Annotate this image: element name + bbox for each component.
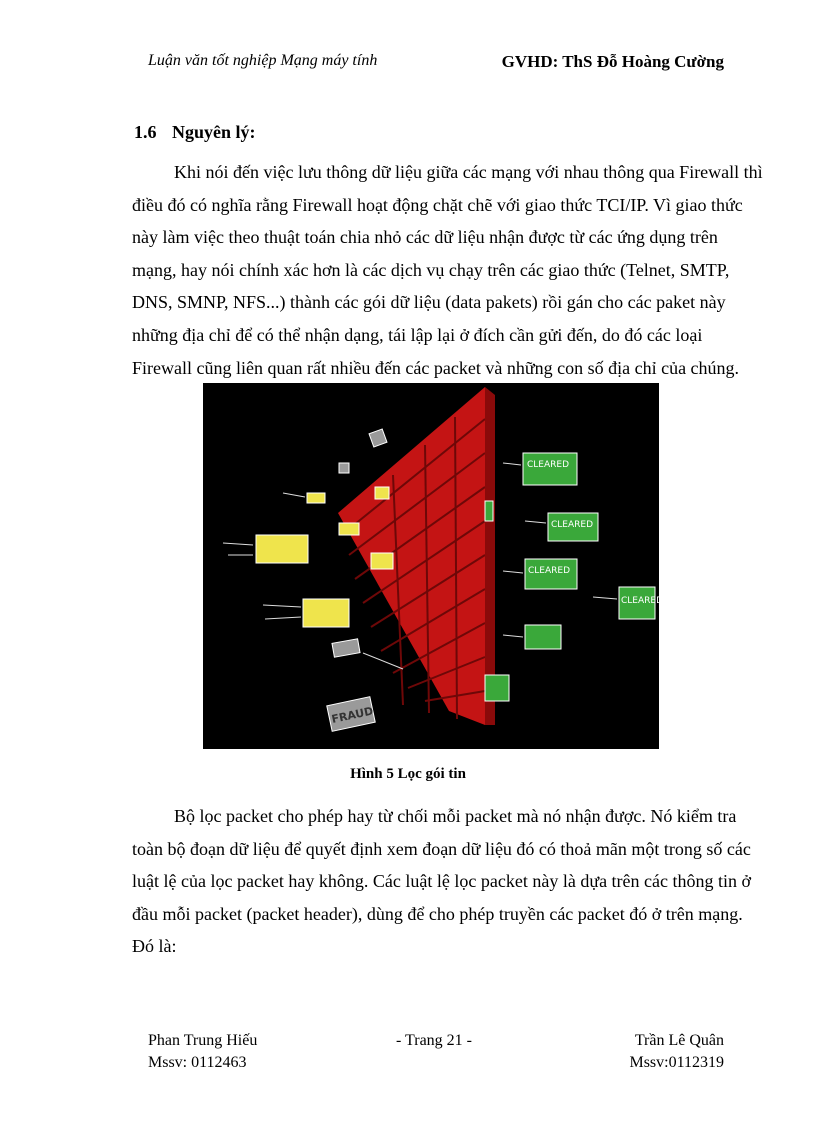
paragraph-line: Firewall cũng liên quan rất nhiều đến các packet và những con số địa chỉ của chúng. [132,357,740,378]
cleared-label: CLEARED [528,566,571,576]
fraud-label: FRAUD [330,704,375,726]
cleared-label: CLEARED [551,520,594,530]
paragraph-line: toàn bộ đoạn dữ liệu để quyết định xem đoạn dữ liệu đó có thoả mãn một trong số các [132,838,751,859]
paragraph-line: luật lệ của lọc packet hay không. Các luật lệ lọc packet này là dựa trên các thông tin ở [132,871,752,892]
paragraph-packet-filter [132,800,752,963]
paragraph-line: Đó là: [132,936,177,957]
section-heading [134,122,256,143]
cleared-label: CLEARED [527,460,570,470]
paragraph-line: Bộ lọc packet cho phép hay từ chối mỗi packet mà nó nhận được. Nó kiểm tra [174,806,737,826]
firewall-image [203,383,659,749]
footer-author-left [148,1030,257,1074]
cleared-label: CLEARED [621,596,659,606]
paragraph-line: đầu mỗi packet (packet header), dùng để cho phép truyền các packet đó ở trên mạng. [132,903,743,924]
paragraph-line: này làm việc theo thuật toán chia nhỏ các dữ liệu nhận được từ các ứng dụng trên [132,227,718,248]
paragraph-principle [132,156,763,384]
footer-right-id: Mssv:0112319 [629,1054,724,1071]
page-number: - Trang 21 - [396,1032,473,1049]
paragraph-line: Khi nói đến việc lưu thông dữ liệu giữa các mạng với nhau thông qua Firewall thì [174,162,763,182]
paragraph-line: điều đó có nghĩa rằng Firewall hoạt động chặt chẽ với giao thức TCI/IP. Vì giao thức [132,194,743,215]
paragraph-line: mạng, hay nói chính xác hơn là các dịch vụ chạy trên các giao thức (Telnet, SMTP, [132,259,730,280]
paragraph-line: DNS, SMNP, NFS...) thành các gói dữ liệu (data pakets) rồi gán cho các paket này [132,292,726,313]
figure-caption: Hình 5 Lọc gói tin [350,766,466,782]
paragraph-line: những địa chỉ để có thể nhận dạng, tái lập lại ở đích cần gửi đến, do đó các loại [132,324,703,345]
section-number: 1.6 [134,122,157,142]
header-thesis-title: Luận văn tốt nghiệp Mạng máy tính [148,52,378,69]
footer-right-name: Trần Lê Quân [634,1032,724,1049]
header-advisor: GVHD: ThS Đỗ Hoàng Cường [501,52,724,71]
section-title-text: Nguyên lý: [172,122,256,142]
footer-left-id: Mssv: 0112463 [148,1054,247,1071]
footer-author-right [629,1030,724,1074]
firewall-illustration [203,383,659,749]
footer-left-name: Phan Trung Hiếu [148,1032,258,1049]
